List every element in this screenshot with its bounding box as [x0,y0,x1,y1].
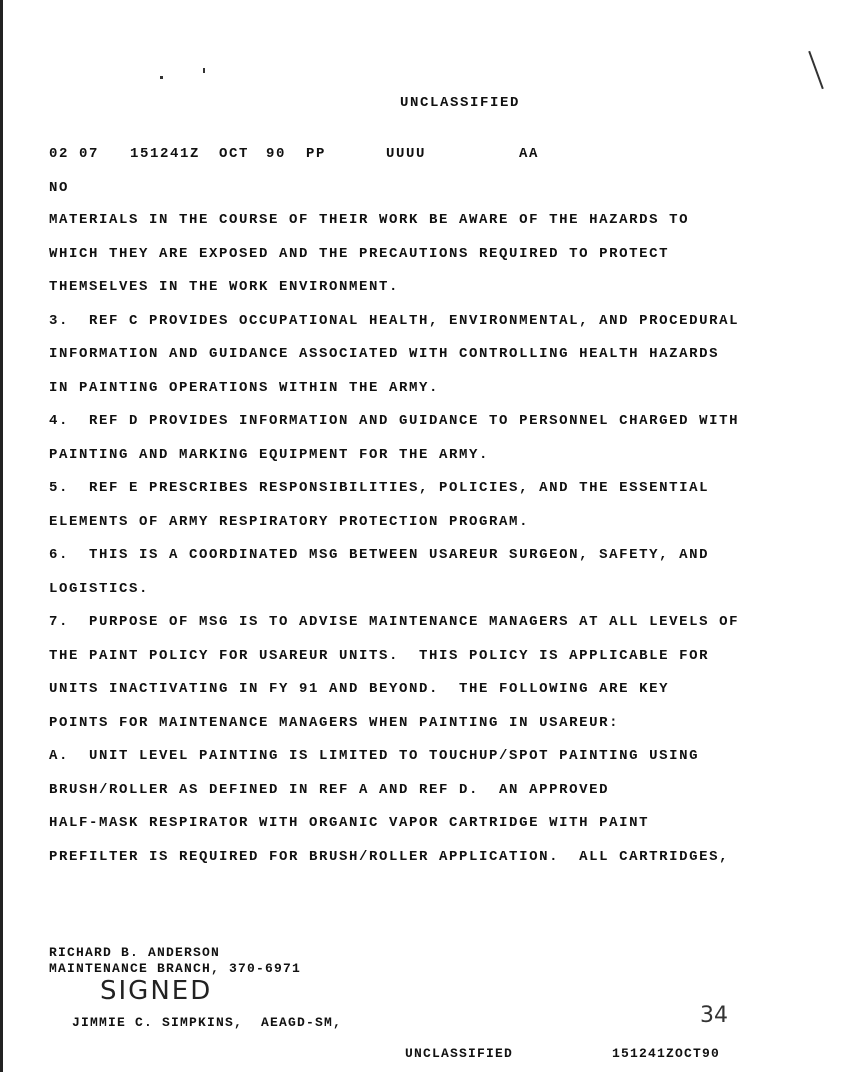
body-line: ELEMENTS OF ARMY RESPIRATORY PROTECTION PROGRAM. [49,513,530,530]
footer-dtg: 151241ZOCT90 [612,1046,721,1061]
body-line: UNITS INACTIVATING IN FY 91 AND BEYOND. THE FOLLOWING ARE KEY [49,681,670,697]
body-line: THE PAINT POLICY FOR USAREUR UNITS. THIS POLICY IS APPLICABLE FOR [49,647,710,664]
routing-month: OCT [219,146,250,162]
body-line: PREFILTER IS REQUIRED FOR BRUSH/ROLLER APPLICATION. ALL CARTRIDGES, [49,848,730,865]
routing-date: 02 07 [49,146,100,162]
scan-speck [203,68,205,73]
body-line: WHICH THEY ARE EXPOSED AND THE PRECAUTIONS REQUIRED TO PROTECT [49,245,670,262]
body-line: PAINTING AND MARKING EQUIPMENT FOR THE ARMY. [49,446,490,463]
body-line: INFORMATION AND GUIDANCE ASSOCIATED WITH CONTROLLING HEALTH HAZARDS [49,346,720,362]
drafter-office: MAINTENANCE BRANCH, 370-6971 [49,961,302,976]
body-line: IN PAINTING OPERATIONS WITHIN THE ARMY. [49,379,440,396]
body-line: MATERIALS IN THE COURSE OF THEIR WORK BE AWARE OF THE HAZARDS TO [49,212,690,228]
body-line: THEMSELVES IN THE WORK ENVIRONMENT. [49,279,400,295]
body-line: A. UNIT LEVEL PAINTING IS LIMITED TO TOUCHUP/SPOT PAINTING USING [49,748,700,764]
routing-year: 90 [266,146,287,162]
body-line: 4. REF D PROVIDES INFORMATION AND GUIDANCE TO PERSONNEL CHARGED WITH [49,413,740,429]
page-number: 34 [700,1003,728,1028]
releaser: JIMMIE C. SIMPKINS, AEAGD-SM, [72,1015,343,1030]
body-line: POINTS FOR MAINTENANCE MANAGERS WHEN PAINTING IN USAREUR: [49,714,620,731]
routing-aa: AA [519,146,540,162]
body-line: 6. THIS IS A COORDINATED MSG BETWEEN USAREUR SURGEON, SAFETY, AND [49,547,710,563]
footer-classification: UNCLASSIFIED [405,1046,514,1061]
body-line: 3. REF C PROVIDES OCCUPATIONAL HEALTH, ENVIRONMENTAL, AND PROCEDURAL [49,312,740,329]
routing-dtg: 151241Z [130,146,201,162]
body-line: HALF-MASK RESPIRATOR WITH ORGANIC VAPOR CARTRIDGE WITH PAINT [49,815,650,831]
body-line: LOGISTICS. [49,580,150,597]
routing-precedence: PP [306,146,327,162]
scan-mark [808,51,824,89]
body-line: BRUSH/ROLLER AS DEFINED IN REF A AND REF D. AN APPROVED [49,781,610,798]
routing-class: UUUU [386,146,427,162]
drafter-name: RICHARD B. ANDERSON [49,945,221,960]
scan-edge [0,0,3,1072]
body-line: 5. REF E PRESCRIBES RESPONSIBILITIES, POLICIES, AND THE ESSENTIAL [49,480,710,496]
signed-stamp: SIGNED [100,976,213,1006]
body-line: 7. PURPOSE OF MSG IS TO ADVISE MAINTENANCE MANAGERS AT ALL LEVELS OF [49,614,740,630]
header-classification: UNCLASSIFIED [400,95,521,111]
scan-speck [160,76,163,79]
header-no: NO [49,180,70,196]
